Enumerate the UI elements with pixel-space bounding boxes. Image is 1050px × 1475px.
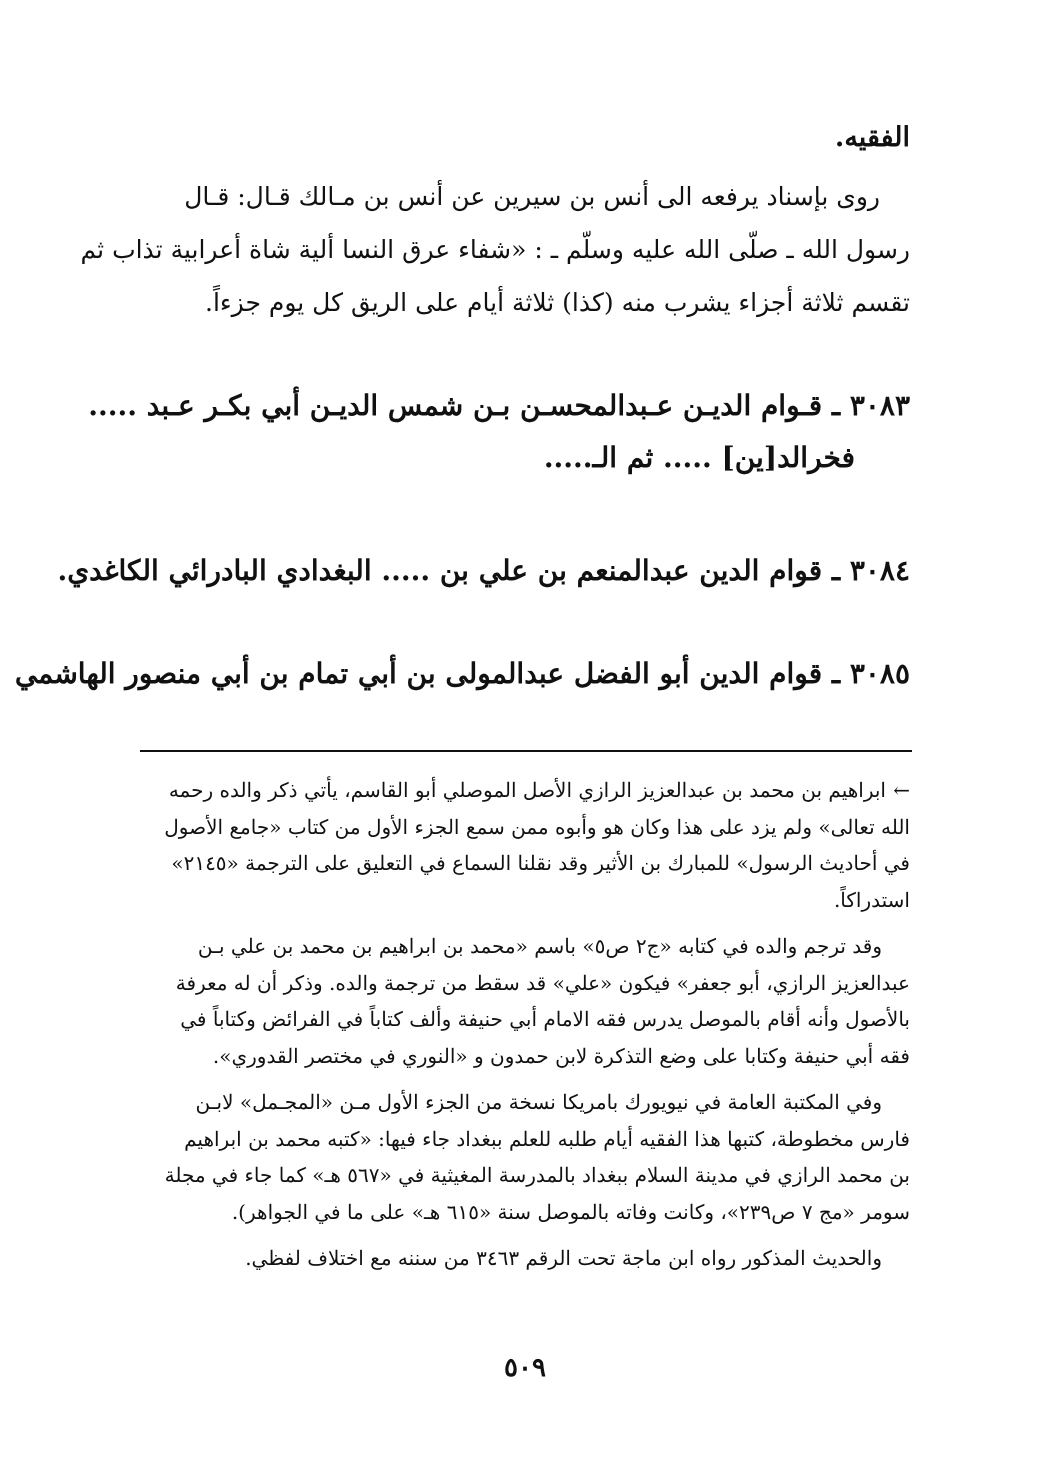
footnote-line: بالأصول وأنه أقام بالموصل يدرس فقه الامام أبي حنيفة وألف كتاباً في الفرائض وكتاباً في <box>180 1007 910 1031</box>
continuation-arrow-icon: ← <box>893 778 910 802</box>
footnote-divider <box>140 750 912 752</box>
narration-line: رسول الله ـ صلّى الله عليه وسلّم ـ : «شفاء عرق النسا ألية شاة أعرابية تذاب ثم <box>80 235 910 264</box>
entry-heading: ٣٠٨٣ ـ قـوام الديـن عـبدالمحسـن بـن شمس الديـن أبي بكـر عـبد ..... <box>88 389 910 422</box>
footnote-line: الله تعالى» ولم يزد على هذا وكان هو وأبوه ممن سمع الجزء الأول من كتاب «جامع الأصول <box>164 814 910 839</box>
footnote-line: ←ابراهيم بن محمد بن عبدالعزيز الرازي الأصل الموصلي أبو القاسم، يأتي ذكر والده رحمه <box>138 772 910 809</box>
footnote-line: بن محمد الرازي في مدينة السلام ببغداد بالمدرسة المغيثية في «٥٦٧ هـ» كما جاء في مجلة <box>164 1163 910 1187</box>
entry-heading-continuation: فخرالد[ين] ..... ثم الـ..... <box>543 441 855 474</box>
hadith-narration <box>80 170 910 329</box>
footnote-line: فارس مخطوطة، كتبها هذا الفقيه أيام طلبه للعلم ببغداد جاء فيها: «كتبه محمد بن ابراهيم <box>184 1126 910 1151</box>
narration-line: تقسم ثلاثة أجزاء يشرب منه (كذا) ثلاثة أيام على الريق كل يوم جزءاً. <box>205 288 910 317</box>
footnote-paragraph <box>138 1084 910 1230</box>
footnotes <box>138 772 910 1277</box>
entry-3083 <box>88 380 910 484</box>
footnote-line: وقد ترجم والده في كتابه «ج٢ ص٥» باسم «محمد بن ابراهيم بن محمد بن علي بـن <box>197 934 882 958</box>
footnote-paragraph <box>138 1240 910 1277</box>
narration-line: روى بإسناد يرفعه الى أنس بن سيرين عن أنس بن مـالك قـال: قـال <box>184 182 880 211</box>
footnote-line: عبدالعزيز الرازي، أبو جعفر» فيكون «علي» قد سقط من ترجمة والده. وذكر أن له معرفة <box>175 970 910 995</box>
entry-heading: ٣٠٨٤ ـ قوام الدين عبدالمنعم بن علي بن ..... البغدادي البادرائي الكاغدي. <box>57 554 910 587</box>
entry-heading: ٣٠٨٥ ـ قوام الدين أبو الفضل عبدالمولى بن أبي تمام بن أبي منصور الهاشمي <box>14 657 910 690</box>
page-number: ٥٠٩ <box>504 1353 546 1383</box>
footnote-line: وفي المكتبة العامة في نيويورك بامريكا نسخة من الجزء الأول مـن «المجـمل» لابـن <box>195 1090 882 1114</box>
footnote-line: سومر «مج ٧ ص٢٣٩»، وكانت وفاته بالموصل سنة «٦١٥ هـ» على ما في الجواهر). <box>231 1199 910 1224</box>
footnote-paragraph <box>138 772 910 918</box>
footnote-line: والحديث المذكور رواه ابن ماجة تحت الرقم ٣٤٦٣ من سننه مع اختلاف لفظي. <box>245 1246 882 1270</box>
entry-3085 <box>14 648 910 700</box>
footnote-paragraph <box>138 928 910 1074</box>
entry-3084 <box>57 545 910 597</box>
footnote-line: في أحاديث الرسول» للمبارك بن الأثير وقد نقلنا السماع في التعليق على الترجمة «٢١٤٥» <box>171 851 910 875</box>
footnote-line: استدراكاً. <box>833 887 910 912</box>
footnote-line: فقه أبي حنيفة وكتابا على وضع التذكرة لابن حمدون و «النوري في مختصر القدوري». <box>212 1043 910 1068</box>
continuation-word: الفقيه. <box>834 122 910 153</box>
